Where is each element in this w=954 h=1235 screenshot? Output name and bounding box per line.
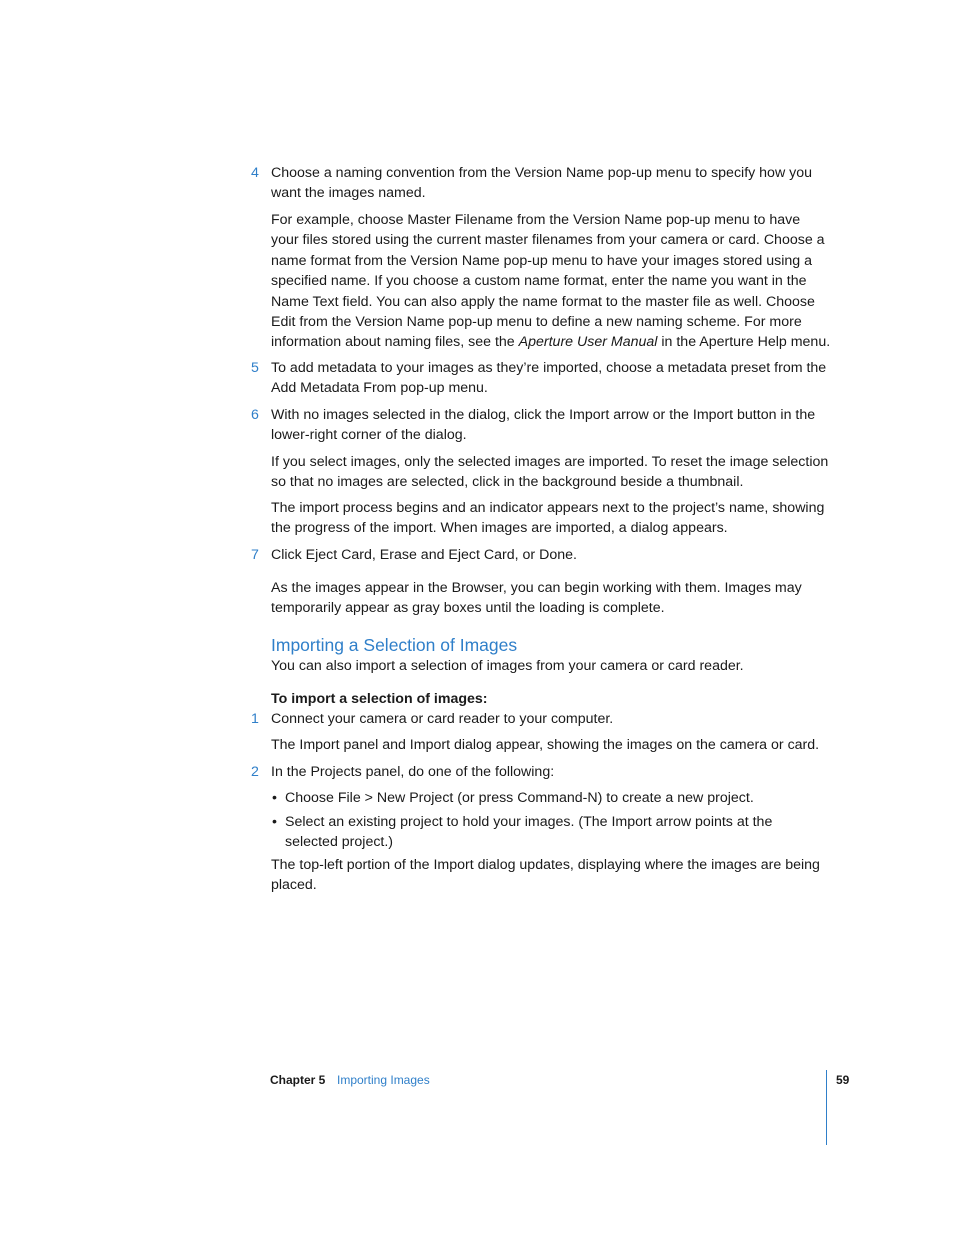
step-4-paragraph-start: For example, choose Master Filename from the Version Name pop-up menu to have your files stored using the current master filenames from your camera or card. Choose a name format from the Version Name pop-up menu to have your images stored using a specified name. If you choose a custom name format, enter the name you want in the Name Text field. You can also apply the name format to the master file as well. Choose Edit from the Version Name pop-up menu to define a new naming scheme. For more information about naming files, see the [271,212,825,351]
task-title: To import a selection of images: [271,691,488,707]
section-step-1-text: Connect your camera or card reader to your computer. [271,711,614,727]
section-step-2-text: In the Projects panel, do one of the following: [271,764,555,780]
step-6-paragraph-1: If you select images, only the selected images are imported. To reset the image selection so that no images are selected, click in the background beside a thumbnail. [271,454,829,491]
footer-chapter-title: Importing Images [337,1073,430,1087]
bullet-marker: • [272,790,277,806]
bullet-item-2: Select an existing project to hold your images. (The Import arrow points at the selected project.) [285,814,773,851]
section-intro: You can also import a selection of images from your camera or card reader. [271,658,744,674]
page-number: 59 [836,1073,850,1087]
step-4-paragraph-end: in the Aperture Help menu. [657,334,831,351]
step-5-text: To add metadata to your images as they’re imported, choose a metadata preset from the Add Metadata From pop-up menu. [271,360,827,397]
bullet-item-1: Choose File > New Project (or press Command-N) to create a new project. [285,790,754,806]
section-heading: Importing a Selection of Images [271,635,518,655]
footer-divider [826,1070,827,1145]
step-6-text: With no images selected in the dialog, click the Import arrow or the Import button in the lower-right corner of the dialog. [271,407,816,444]
step-number-6: 6 [251,407,259,423]
step-number-7: 7 [251,547,259,563]
section-step-2-paragraph: The top-left portion of the Import dialog updates, displaying where the images are being placed. [271,857,820,894]
step-4-paragraph [271,210,831,353]
section-step-number-1: 1 [251,711,259,727]
bullet-marker: • [272,814,277,830]
footer-chapter-label: Chapter 5 [270,1073,326,1087]
step-number-5: 5 [251,360,259,376]
step-number-4: 4 [251,165,259,181]
section-step-1-paragraph: The Import panel and Import dialog appear, showing the images on the camera or card. [271,737,820,753]
after-steps-paragraph: As the images appear in the Browser, you can begin working with them. Images may temporarily appear as gray boxes until the loading is complete. [271,580,802,617]
aperture-user-manual-reference: Aperture User Manual [518,334,658,351]
step-7-text: Click Eject Card, Erase and Eject Card, or Done. [271,547,577,563]
step-6-paragraph-2: The import process begins and an indicator appears next to the project’s name, showing the progress of the import. When images are imported, a dialog appears. [271,500,825,537]
step-4-text: Choose a naming convention from the Version Name pop-up menu to specify how you want the images named. [271,165,813,202]
section-step-number-2: 2 [251,764,259,780]
